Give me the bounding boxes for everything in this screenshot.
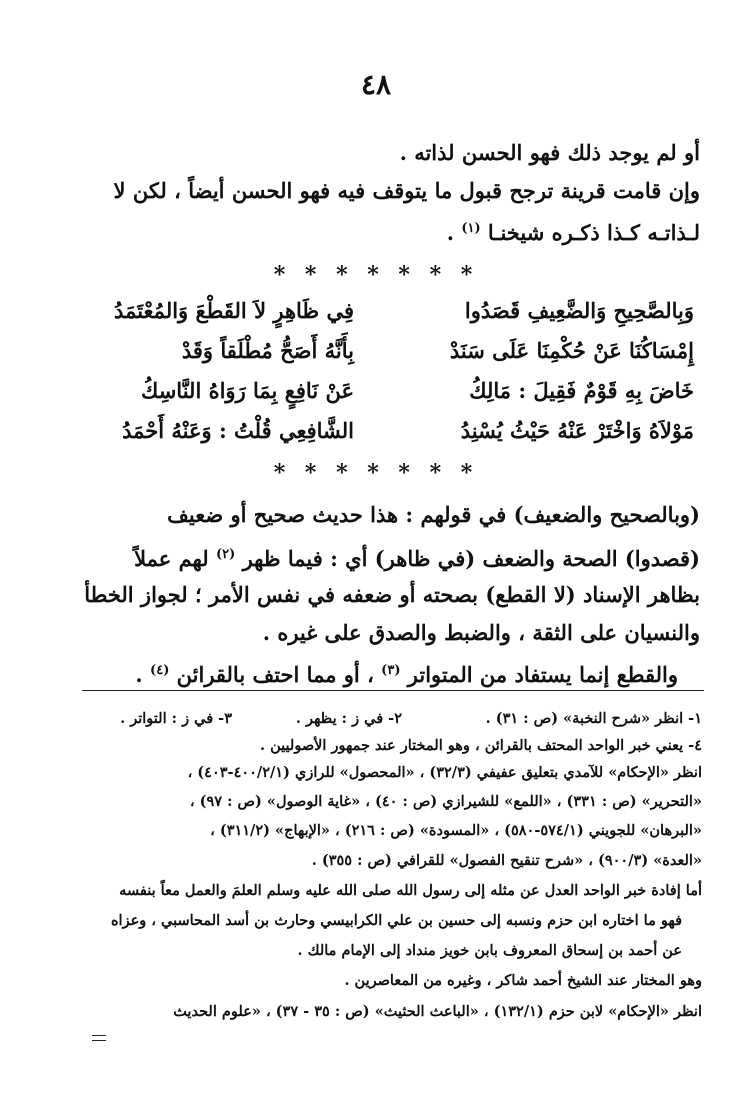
footnote-4-line-1: انظر «الإحكام» للآمدي بتعليق عفيفي (٣٢/٣) ، «المحصول» للرازي (٤٠٠/٢/١-٤٠٣) ، — [187, 764, 702, 781]
verse-3-second-hemistich: عَنْ نَافِعٍ بِمَا رَوَاهُ النَّاسِكُ — [141, 378, 354, 403]
commentary-line-2 — [82, 536, 700, 578]
body-line-3-text: لـذاتـه كـذا ذكـره شيخنـا — [487, 220, 700, 245]
commentary-line-5 — [82, 652, 678, 694]
footnote-separator — [82, 690, 704, 691]
footnote-4-line-4: «العدة» (٩٠٠/٣) ، «شرح تنقيح الفصول» للقرافي (ص : ٣٥٥) . — [311, 852, 702, 869]
footnote-ref-2: (٢) — [215, 547, 236, 562]
verse-2-first-hemistich: إِمْسَاكُنَا عَنْ حُكْمِنَا عَلَى سَنَدْ — [449, 338, 694, 363]
commentary-line-5-end: . — [135, 662, 143, 687]
commentary-line-3: بظاهر الإسناد (لا القطع) بصحته أو ضعفه في نفس الأمر ؛ لجواز الخطأ — [84, 582, 700, 607]
footnote-4-line-6: فهو ما اختاره ابن حزم ونسبه إلى حسين بن علي الكرابيسي وحارث بن أسد المحاسبي ، وعزاه — [110, 912, 682, 929]
body-line-2: وإن قامت قرينة ترجح قبول ما يتوقف فيه فهو الحسن أيضاً ، لكن لا — [113, 178, 700, 203]
footnote-1: ١- انظر «شرح النخبة» (ص : ٣١) . — [485, 710, 702, 727]
commentary-line-2-text: (قصدوا) الصحة والضعف (في ظاهر) أي : فيما ظهر — [242, 546, 700, 571]
footnote-ref-3: (٣) — [381, 663, 401, 678]
continuation-mark — [92, 1035, 106, 1041]
footnote-3: ٣- في ز : التواتر . — [120, 710, 232, 727]
commentary-line-4: والنسيان على الثقة ، والضبط والصدق على غيره . — [262, 620, 700, 645]
commentary-line-2-end: لهم عملاً — [134, 546, 209, 571]
body-line-3-end: . — [446, 220, 454, 245]
footnote-ref-4: (٤) — [150, 663, 170, 678]
body-line-3 — [82, 210, 700, 252]
verse-4-second-hemistich: الشَّافِعِي قُلْتُ : وَعَنْهُ أَحْمَدُ — [122, 418, 354, 443]
verse-4-first-hemistich: مَوْلاَهُ وَاخْتَرْ عَنْهُ حَيْثُ يُسْنِدُ — [460, 418, 694, 443]
footnote-4-line-5: أما إفادة خبر الواحد العدل عن مثله إلى رسول الله صلى الله عليه وسلم العلمَ والعمل معاً بنفسه — [119, 882, 702, 899]
footnote-4: ٤- يعني خبر الواحد المحتف بالقرائن ، وهو المختار عند جمهور الأصوليين . — [260, 737, 702, 754]
commentary-line-5-mid: ، أو مما احتف بالقرائن — [176, 662, 374, 687]
footnote-ref-1: (١) — [461, 221, 481, 236]
footnote-4-line-9: انظر «الإحكام» لابن حزم (١٣٢/١) ، «الباعث الحثيث» (ص : ٣٥ - ٣٧) ، «علوم الحديث — [173, 1003, 702, 1020]
footnote-4-line-7: عن أحمد بن إسحاق المعروف بابن خويز منداد إلى الإمام مالك . — [297, 942, 682, 959]
verse-1-first-hemistich: وَبِالصَّحِيحِ وَالضَّعِيفِ قَصَدُوا — [464, 298, 694, 323]
footnote-4-line-2: «التحرير» (ص : ٣٣١) ، «اللمع» للشيرازي (ص : ٤٠) ، «غاية الوصول» (ص : ٩٧) ، — [189, 793, 702, 810]
body-line-1: أو لم يوجد ذلك فهو الحسن لذاته . — [399, 140, 700, 165]
page-number: ٤٨ — [360, 68, 392, 101]
footnote-2: ٢- في ز : يظهر . — [295, 710, 402, 727]
stars-divider-top: * * * * * * * — [273, 262, 479, 288]
verse-2-second-hemistich: بِأَنَّهُ أَصَحُّ مُطْلَقاً وَقَدْ — [181, 338, 354, 363]
footnote-4-line-8: وهو المختار عند الشيخ أحمد شاكر ، وغيره من المعاصرين . — [344, 972, 702, 989]
commentary-line-5-text: والقطع إنما يستفاد من المتواتر — [407, 662, 678, 687]
verse-1-second-hemistich: فِي ظَاهِرٍ لاَ القَطْعَ وَالمُعْتَمَدُ — [114, 298, 354, 323]
verse-3-first-hemistich: خَاضَ بِهِ قَوْمٌ فَقِيلَ : مَالِكُ — [469, 378, 694, 403]
footnote-4-line-3: «البرهان» للجويني (٥٧٤/١-٥٨٠) ، «المسودة» (ص : ٢١٦) ، «الإبهاج» (٣١١/٢) ، — [210, 822, 702, 839]
commentary-line-1: (وبالصحيح والضعيف) في قولهم : هذا حديث صحيح أو ضعيف — [167, 502, 700, 527]
stars-divider-bottom: * * * * * * * — [273, 460, 479, 486]
